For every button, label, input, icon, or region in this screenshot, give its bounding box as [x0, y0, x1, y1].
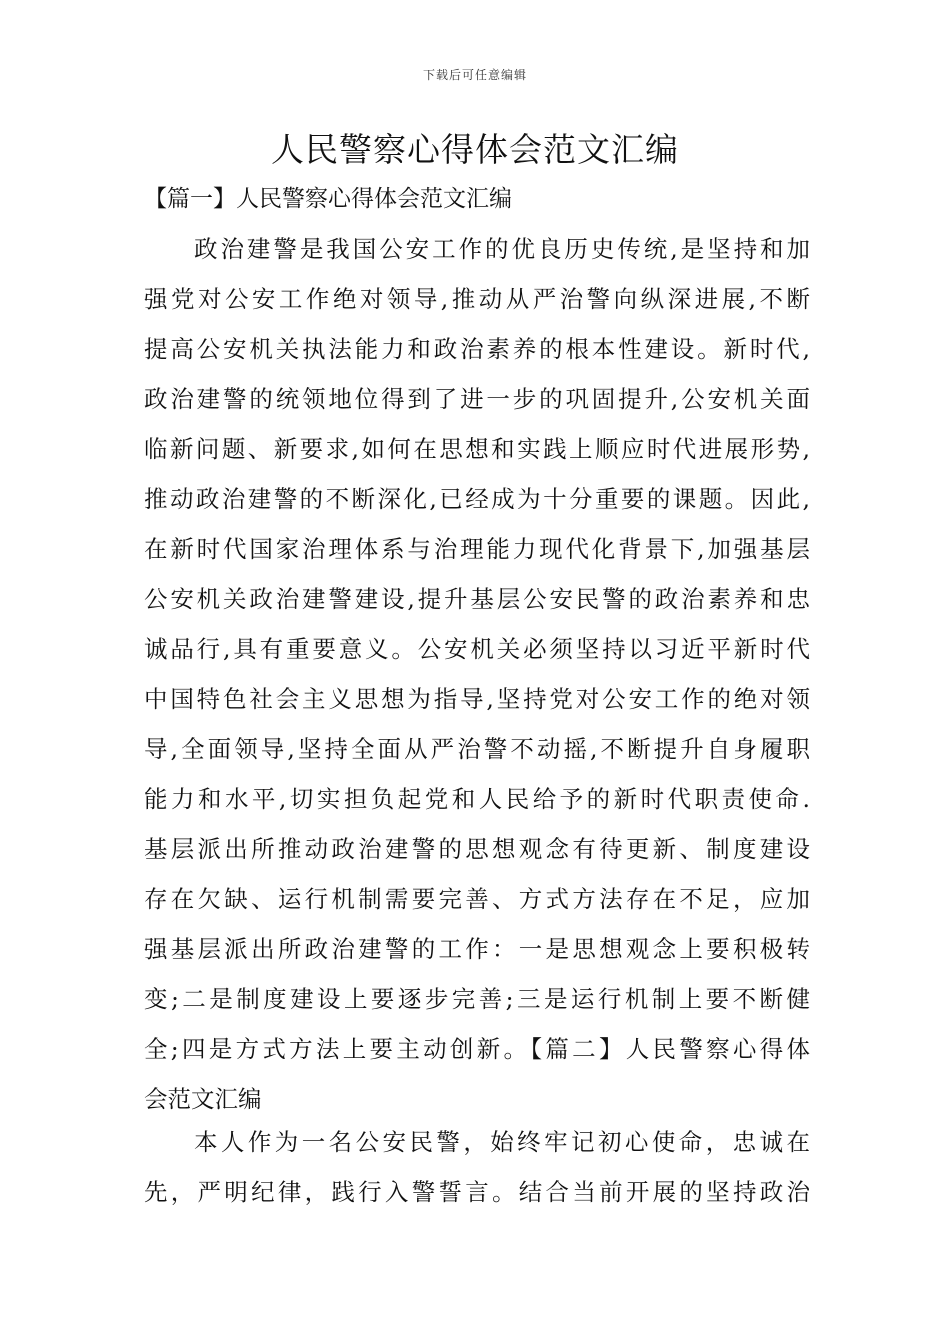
paragraph-line: 先，严明纪律，践行入警誓言。结合当前开展的坚持政治: [144, 1178, 810, 1206]
paragraph-line: 提高公安机关执法能力和政治素养的根本性建设。新时代,: [144, 335, 810, 363]
paragraph-two: [144, 1117, 810, 1217]
paragraph-line: 基层派出所推动政治建警的思想观念有待更新、制度建设: [144, 835, 810, 863]
paragraph-line: 强党对公安工作绝对领导,推动从严治警向纵深进展,不断: [144, 285, 810, 313]
document-title: 人民警察心得体会范文汇编: [271, 130, 679, 169]
paragraph-line: 推动政治建警的不断深化,已经成为十分重要的课题。因此,: [144, 485, 810, 513]
paragraph-line: 本人作为一名公安民警，始终牢记初心使命，忠诚在: [194, 1128, 810, 1156]
paragraph-line: 诚品行,具有重要意义。公安机关必须坚持以习近平新时代: [144, 635, 810, 663]
paragraph-line: 政治建警是我国公安工作的优良历史传统,是坚持和加: [194, 235, 810, 263]
paragraph-line: 公安机关政治建警建设,提升基层公安民警的政治素养和忠: [144, 585, 810, 613]
paragraph-line: 中国特色社会主义思想为指导,坚持党对公安工作的绝对领: [144, 685, 810, 713]
paragraph-line: 会范文汇编: [144, 1085, 262, 1113]
paragraph-line: 变;二是制度建设上要逐步完善;三是运行机制上要不断健: [144, 985, 810, 1013]
section-one-heading: 【篇一】人民警察心得体会范文汇编: [144, 186, 512, 212]
paragraph-line: 在新时代国家治理体系与治理能力现代化背景下,加强基层: [144, 535, 810, 563]
paragraph-line: 能力和水平,切实担负起党和人民给予的新时代职责使命.: [144, 785, 810, 813]
paragraph-line: 存在欠缺、运行机制需要完善、方式方法存在不足，应加: [144, 885, 810, 913]
download-note: 下载后可任意编辑: [422, 68, 527, 82]
paragraph-line: 强基层派出所政治建警的工作：一是思想观念上要积极转: [144, 935, 810, 963]
paragraph-line: 全;四是方式方法上要主动创新。【篇二】人民警察心得体: [144, 1035, 810, 1063]
paragraph-line: 临新问题、新要求,如何在思想和实践上顺应时代进展形势,: [144, 435, 810, 463]
paragraph-one: [144, 224, 810, 1124]
paragraph-line: 导,全面领导,坚持全面从严治警不动摇,不断提升自身履职: [144, 735, 810, 763]
paragraph-line: 政治建警的统领地位得到了进一步的巩固提升,公安机关面: [144, 385, 810, 413]
